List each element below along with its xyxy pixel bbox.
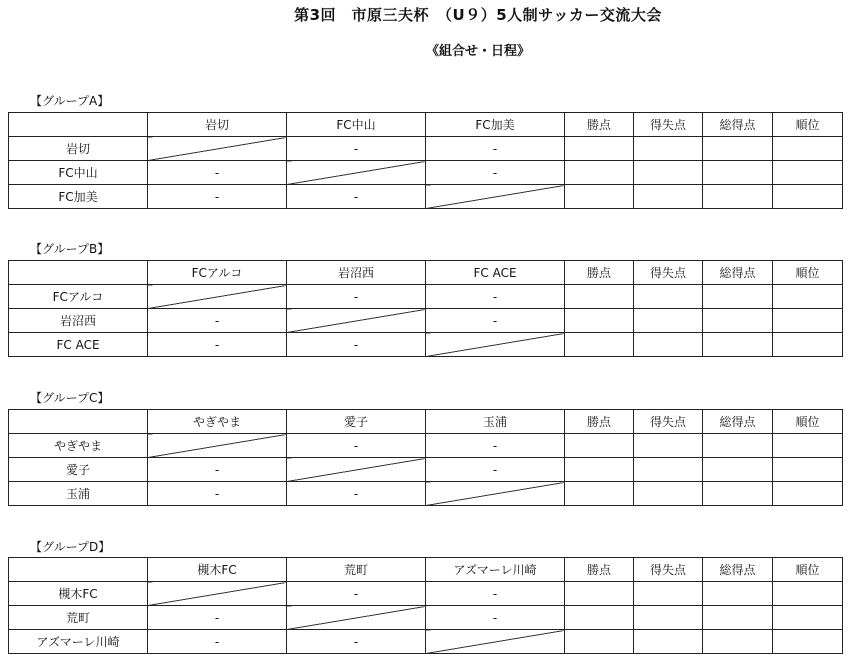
diagonal-cell	[148, 137, 287, 161]
column-team-header: FC ACE	[426, 261, 565, 285]
stat-cell	[773, 161, 843, 185]
diagonal-cell	[148, 582, 287, 606]
match-cell: -	[148, 333, 287, 357]
corner-cell	[9, 113, 148, 137]
diagonal-cell	[287, 458, 426, 482]
stat-cell	[634, 185, 703, 209]
diagonal-cell	[287, 309, 426, 333]
stat-cell	[703, 458, 773, 482]
stat-cell	[565, 285, 634, 309]
column-team-header: FCアルコ	[148, 261, 287, 285]
diagonal-cell	[287, 606, 426, 630]
diagonal-cell	[426, 630, 565, 654]
table-row	[9, 137, 843, 161]
stat-cell	[703, 582, 773, 606]
column-team-header: FC中山	[287, 113, 426, 137]
column-team-header: アズマーレ川崎	[426, 558, 565, 582]
column-team-header: 槻木FC	[148, 558, 287, 582]
stat-cell	[634, 309, 703, 333]
match-cell: -	[426, 161, 565, 185]
diagonal-cell	[426, 333, 565, 357]
group-table	[8, 112, 843, 209]
page-subtitle: 《組合せ・日程》	[425, 44, 530, 59]
row-team-name: FCアルコ	[9, 285, 148, 309]
stat-cell	[703, 606, 773, 630]
group-label: 【グループA】	[30, 94, 110, 108]
table-row	[9, 582, 843, 606]
stat-cell	[634, 458, 703, 482]
stat-header: 総得点	[703, 558, 773, 582]
match-cell: -	[287, 630, 426, 654]
stat-cell	[703, 161, 773, 185]
diagonal-cell	[426, 185, 565, 209]
match-cell: -	[287, 285, 426, 309]
stat-header: 勝点	[565, 558, 634, 582]
group-label: 【グループD】	[30, 540, 111, 554]
row-team-name: 岩沼西	[9, 309, 148, 333]
match-cell: -	[287, 482, 426, 506]
stat-cell	[703, 434, 773, 458]
stat-cell	[703, 285, 773, 309]
diagonal-cell	[148, 434, 287, 458]
match-cell: -	[426, 606, 565, 630]
stat-header: 勝点	[565, 410, 634, 434]
stat-header: 総得点	[703, 410, 773, 434]
stat-cell	[703, 482, 773, 506]
stat-cell	[565, 482, 634, 506]
header-row	[9, 558, 843, 582]
stat-cell	[565, 606, 634, 630]
row-team-name: 岩切	[9, 137, 148, 161]
stat-cell	[565, 434, 634, 458]
page-title: 第3回 市原三夫杯 （U９）5人制サッカー交流大会	[294, 6, 662, 24]
stat-header: 順位	[773, 261, 843, 285]
stat-cell	[703, 185, 773, 209]
group-label: 【グループB】	[30, 242, 110, 256]
table-row	[9, 434, 843, 458]
stat-cell	[565, 185, 634, 209]
header-row	[9, 113, 843, 137]
stat-cell	[634, 161, 703, 185]
table-row	[9, 606, 843, 630]
stat-header: 総得点	[703, 261, 773, 285]
stat-cell	[634, 137, 703, 161]
match-cell: -	[148, 309, 287, 333]
stat-cell	[703, 309, 773, 333]
stat-cell	[703, 630, 773, 654]
match-cell: -	[426, 582, 565, 606]
match-cell: -	[148, 606, 287, 630]
table-row	[9, 161, 843, 185]
row-team-name: やぎやま	[9, 434, 148, 458]
stat-cell	[773, 606, 843, 630]
stat-cell	[634, 482, 703, 506]
stat-cell	[565, 582, 634, 606]
match-cell: -	[426, 434, 565, 458]
row-team-name: アズマーレ川崎	[9, 630, 148, 654]
stat-cell	[773, 309, 843, 333]
stat-header: 得失点	[634, 261, 703, 285]
corner-cell	[9, 410, 148, 434]
stat-header: 順位	[773, 558, 843, 582]
table-row	[9, 309, 843, 333]
column-team-header: 荒町	[287, 558, 426, 582]
stat-cell	[565, 630, 634, 654]
table-row	[9, 482, 843, 506]
stat-cell	[773, 482, 843, 506]
match-cell: -	[148, 161, 287, 185]
row-team-name: 槻木FC	[9, 582, 148, 606]
stat-cell	[773, 185, 843, 209]
row-team-name: 玉浦	[9, 482, 148, 506]
match-cell: -	[426, 458, 565, 482]
match-cell: -	[426, 285, 565, 309]
match-cell: -	[287, 582, 426, 606]
stat-cell	[634, 285, 703, 309]
stat-header: 得失点	[634, 113, 703, 137]
row-team-name: FC加美	[9, 185, 148, 209]
stat-cell	[565, 458, 634, 482]
row-team-name: 荒町	[9, 606, 148, 630]
table-row	[9, 458, 843, 482]
stat-cell	[565, 137, 634, 161]
match-cell: -	[426, 309, 565, 333]
stat-header: 順位	[773, 113, 843, 137]
column-team-header: 玉浦	[426, 410, 565, 434]
column-team-header: 岩切	[148, 113, 287, 137]
stat-cell	[773, 285, 843, 309]
stat-cell	[634, 333, 703, 357]
corner-cell	[9, 261, 148, 285]
group-label: 【グループC】	[30, 391, 110, 405]
row-team-name: FC中山	[9, 161, 148, 185]
stat-cell	[565, 161, 634, 185]
column-team-header: やぎやま	[148, 410, 287, 434]
stat-cell	[703, 137, 773, 161]
stat-cell	[634, 582, 703, 606]
diagonal-cell	[287, 161, 426, 185]
stat-cell	[773, 333, 843, 357]
header-row	[9, 410, 843, 434]
match-cell: -	[287, 137, 426, 161]
column-team-header: 岩沼西	[287, 261, 426, 285]
stat-cell	[773, 458, 843, 482]
group-table	[8, 260, 843, 357]
stat-cell	[565, 309, 634, 333]
table-row	[9, 630, 843, 654]
diagonal-cell	[148, 285, 287, 309]
table-row	[9, 185, 843, 209]
match-cell: -	[148, 185, 287, 209]
group-table	[8, 557, 843, 654]
stat-cell	[773, 630, 843, 654]
stat-cell	[634, 434, 703, 458]
table-row	[9, 333, 843, 357]
match-cell: -	[148, 630, 287, 654]
match-cell: -	[426, 137, 565, 161]
stat-header: 得失点	[634, 410, 703, 434]
match-cell: -	[148, 482, 287, 506]
stat-cell	[773, 137, 843, 161]
stat-header: 順位	[773, 410, 843, 434]
stat-cell	[565, 333, 634, 357]
stat-header: 総得点	[703, 113, 773, 137]
group-table	[8, 409, 843, 506]
match-cell: -	[287, 434, 426, 458]
header-row	[9, 261, 843, 285]
stat-header: 得失点	[634, 558, 703, 582]
match-cell: -	[148, 458, 287, 482]
stat-cell	[773, 582, 843, 606]
stat-header: 勝点	[565, 261, 634, 285]
row-team-name: FC ACE	[9, 333, 148, 357]
column-team-header: 愛子	[287, 410, 426, 434]
row-team-name: 愛子	[9, 458, 148, 482]
column-team-header: FC加美	[426, 113, 565, 137]
corner-cell	[9, 558, 148, 582]
match-cell: -	[287, 185, 426, 209]
stat-header: 勝点	[565, 113, 634, 137]
stat-cell	[634, 606, 703, 630]
diagonal-cell	[426, 482, 565, 506]
match-cell: -	[287, 333, 426, 357]
stat-cell	[773, 434, 843, 458]
table-row	[9, 285, 843, 309]
stat-cell	[703, 333, 773, 357]
stat-cell	[634, 630, 703, 654]
